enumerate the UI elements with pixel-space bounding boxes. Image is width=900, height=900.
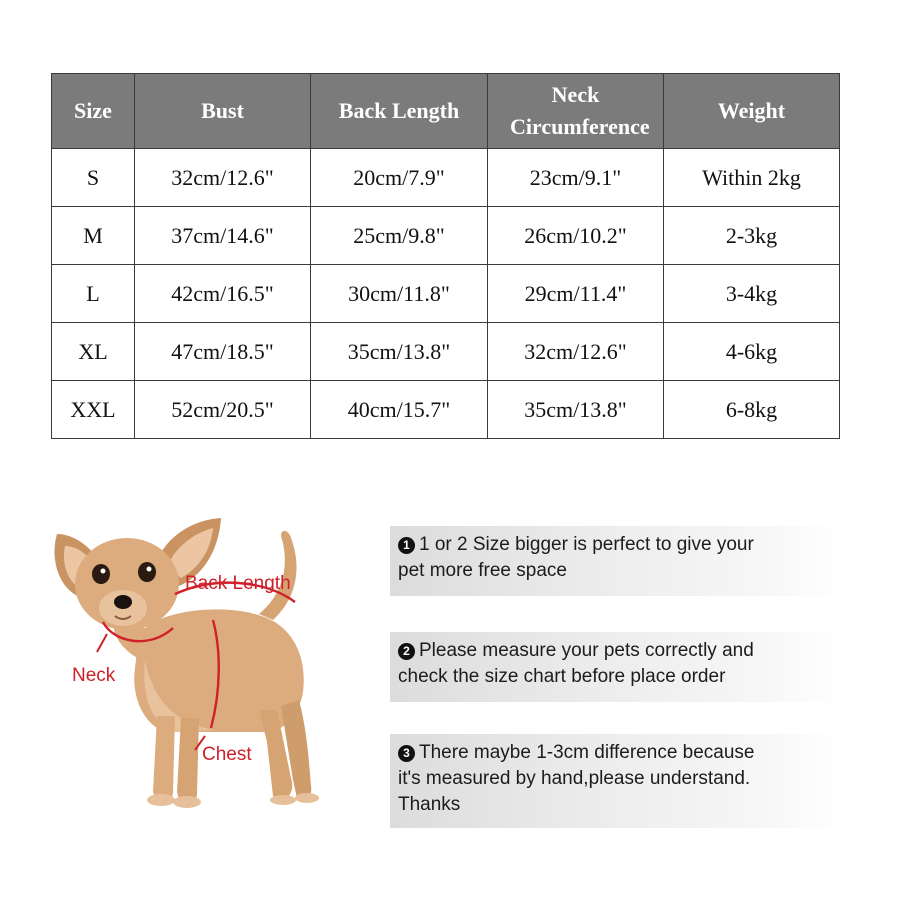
header-size: Size — [52, 74, 135, 149]
table-row — [52, 265, 840, 323]
cell-neck: 23cm/9.1" — [488, 149, 664, 207]
neck-label: Neck — [72, 665, 116, 686]
cell-back-length: 30cm/11.8" — [311, 265, 488, 323]
cell-bust: 47cm/18.5" — [135, 323, 311, 381]
cell-size: M — [52, 207, 135, 265]
header-weight: Weight — [664, 74, 840, 149]
cell-weight: 2-3kg — [664, 207, 840, 265]
table-header-row — [52, 74, 840, 149]
dog-image — [45, 510, 355, 815]
cell-size: L — [52, 265, 135, 323]
tip-number-2-icon: 2 — [398, 643, 415, 660]
cell-neck: 29cm/11.4" — [488, 265, 664, 323]
table-row — [52, 323, 840, 381]
tip-number-3-icon: 3 — [398, 745, 415, 762]
tip-text-2: Please measure your pets correctly and check the size chart before place order — [398, 640, 754, 687]
cell-size: XXL — [52, 381, 135, 439]
back-length-label: Back Length — [185, 573, 291, 594]
cell-bust: 42cm/16.5" — [135, 265, 311, 323]
header-bust: Bust — [135, 74, 311, 149]
cell-back-length: 35cm/13.8" — [311, 323, 488, 381]
header-neck-circumference: Neck Circumference — [488, 74, 664, 149]
tip-text-3: There maybe 1-3cm difference because it's measured by hand,please understand. Thanks — [398, 742, 755, 815]
table-row — [52, 207, 840, 265]
cell-size: XL — [52, 323, 135, 381]
header-back-length: Back Length — [311, 74, 488, 149]
cell-weight: Within 2kg — [664, 149, 840, 207]
cell-back-length: 40cm/15.7" — [311, 381, 488, 439]
cell-weight: 4-6kg — [664, 323, 840, 381]
tip-box-2 — [390, 632, 844, 702]
dog-measurement-illustration — [45, 510, 355, 815]
cell-bust: 32cm/12.6" — [135, 149, 311, 207]
table-row — [52, 381, 840, 439]
tip-box-1 — [390, 526, 844, 596]
table-row — [52, 149, 840, 207]
cell-neck: 32cm/12.6" — [488, 323, 664, 381]
cell-bust: 37cm/14.6" — [135, 207, 311, 265]
cell-neck: 26cm/10.2" — [488, 207, 664, 265]
cell-back-length: 25cm/9.8" — [311, 207, 488, 265]
tip-text-1: 1 or 2 Size bigger is perfect to give your pet more free space — [398, 534, 754, 581]
cell-weight: 6-8kg — [664, 381, 840, 439]
chest-label: Chest — [202, 744, 252, 765]
cell-weight: 3-4kg — [664, 265, 840, 323]
cell-neck: 35cm/13.8" — [488, 381, 664, 439]
tip-number-1-icon: 1 — [398, 537, 415, 554]
cell-bust: 52cm/20.5" — [135, 381, 311, 439]
tip-box-3 — [390, 734, 844, 828]
cell-size: S — [52, 149, 135, 207]
cell-back-length: 20cm/7.9" — [311, 149, 488, 207]
size-chart-table — [51, 73, 840, 439]
